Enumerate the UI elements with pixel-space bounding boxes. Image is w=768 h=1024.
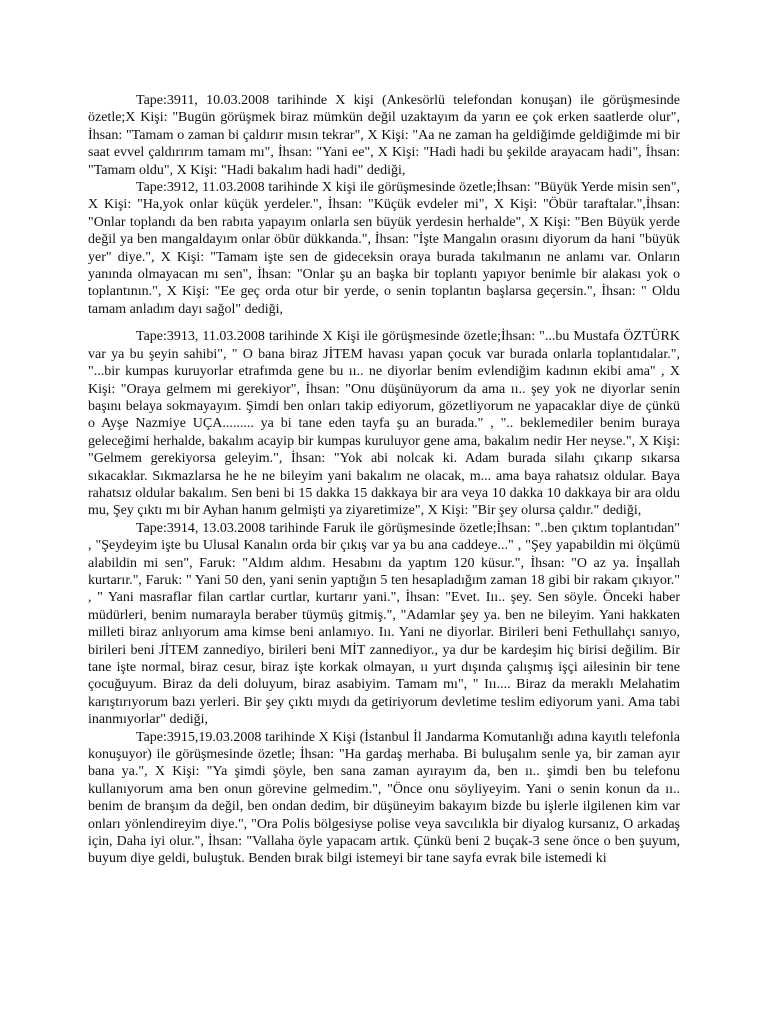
- paragraph-tape-3912: Tape:3912, 11.03.2008 tarihinde X kişi ile görüşmesinde özetle;İhsan: "Büyük Yerde misin sen", X Kişi: "Ha,yok onlar küçük yerdeler.", İhsan: "Küçük evdeler mi", X Kişi: "Öbür taraftalar.",İhsan: "Onlar toplandı da ben rabıta yapayım onlarla sen büyük yerdesin herhalde", X Kişi: "Ben Büyük yerde değil ya ben mangaldayım onlar öbür dükkanda.", İhsan: "İşte Mangalın orasını diyorum da hani "büyük yer" diye.", X Kişi: "Tamam işte sen de gideceksin oraya burada takılmanın ne anlamı var. Onların yanında olmayacan mı sen", İhsan: "Onlar şu an başka bir toplantı yapıyor benimle bir alakası yok o toplantının.", X Kişi: "Ee geç orda otur bir yerde, o senin toplantın başlarsa geçersin.", İhsan: " Oldu tamam anladım dayı sağol" dediği,: [88, 180, 680, 317]
- paragraph-tape-3915: Tape:3915,19.03.2008 tarihinde X Kişi (İstanbul İl Jandarma Komutanlığı adına kayıtlı telefonla konuşuyor) ile görüşmesinde özetle; İhsan: "Ha gardaş merhaba. Bi buluşalım senle ya, bir zaman ayır bana ya.", X Kişi: "Ya şimdi şöyle, ben sana zaman ayırayım da, ben ıı.. şimdi ben bu telefonu kullanıyorum ama ben onun görevine gelmedim.", "Önce onu söyliyeyim. Yani o senin konun da ıı.. benim de branşım da değil, ben ondan dedim, bir düşüneyim bakayım bizde bu işlerle ilgilenen kim var onları yönlendireyim diye.", "Ora Polis bölgesiyse polise veya savcılıkla bir diyalog kursanız, O arkadaş için, Daha iyi olur.", İhsan: "Vallaha öyle yapacam artık. Çünkü beni 2 buçak-3 sene önce o ben şuyum, buyum diye geldi, buluştuk. Benden bırak bilgi istemeyi bir tane sayfa evrak bile istemedi ki: [88, 729, 680, 867]
- paragraph-tape-3911: Tape:3911, 10.03.2008 tarihinde X kişi (Ankesörlü telefondan konuşan) ile görüşmesinde özetle;X Kişi: "Bugün görüşmek biraz mümkün değil uzaktayım da yarın ee çok erken saatlerde olur", İhsan: "Tamam o zaman bi çaldırır mısın tekrar", X Kişi: "Aa ne zaman ha geldiğimde geldiğimde mi bir saat evvel çaldırırım tamam mı", İhsan: "Yani ee", X Kişi: "Hadi hadi bu şekilde arayacam hadi", İhsan: "Tamam oldu", X Kişi: "Hadi bakalım hadi hadi" dediği,: [88, 93, 680, 178]
- paragraph-tape-3914: Tape:3914, 13.03.2008 tarihinde Faruk ile görüşmesinde özetle;İhsan: "..ben çıktım toplantıdan" , "Şeydeyim işte bu Ulusal Kanalın orda bir çıkış var ya bu ana caddeye..." , "Şey yapabildin mi ölçümü alabildin mi sen", Faruk: "Aldım aldım. Hesabını da yaptım 120 küsur.", İhsan: "O az ya. İnşallah kurtarır.", Faruk: " Yani 50 den, yani senin yaptığın 5 ten hesapladığım zaman 18 gibi bir rakam çıkıyor." , " Yani masraflar filan cartlar curtlar, kurtarır yani.", İhsan: "Evet. Iıı.. şey. Sen söyle. Önceki haber müdürleri, benim numarayla beraber tüymüş gitmiş.", "Adamlar şey ya. ben ne bileyim. Yani hakkaten milleti biraz anlıyorum ama kimse beni anlamıyo. Iıı. Yani ne diyorlar. Birileri beni Fethullahçı sanıyo, birileri beni JİTEM zannediyo, birileri beni MİT zannediyor., ya dur be kardeşim hiç birisi değilim. Bir tane işte normal, biraz cesur, biraz işte korkak olmayan, ıı yurt dışında çalışmış işçi ailesinin bir tene çocuğuyum. Biraz da deli doluyum, biraz asabiyim. Tamam mı", " Iıı.... Biraz da meraklı Melahatim karıştırıyorum bazı yerleri. Bir şey çıktı mıydı da getiriyorum devletime teslim ediyorum yani. Ama tabi inanmıyorlar" dediği,: [88, 520, 680, 728]
- paragraph-tape-3913: Tape:3913, 11.03.2008 tarihinde X Kişi ile görüşmesinde özetle;İhsan: "...bu Mustafa ÖZTÜRK var ya bu şeyin sahibi", " O bana biraz JİTEM havası yapan çocuk var burada onlarla toplantıdalar.", "...bir kumpas kuruyorlar etrafımda gene bu ıı.. ne diyorlar benim evlendiğim kadının ekibi ama" , X Kişi: "Oraya gelmem mi gerekiyor", İhsan: "Onu düşünüyorum da ama ıı.. şey yok ne diyorlar senin başını belaya sokmayayım. Şimdi ben onları takip ediyorum, gözetliyorum ne yapacaklar diye de çünkü o Ayşe Nazmiye UÇA......... ya bi tane eden tayfa şu an burada." , ".. beklemediler benim buraya geleceğimi herhalde, bakalım acayip bir kumpas kuruluyor gene ama, bakalım nedir Her neyse.", X Kişi: "Gelmem gerekiyorsa geleyim.", İhsan: "Yok abi nolcak ki. Adam burada silahı çıkarıp sıkarsa sıkacaklar. Sıkmazlarsa he he ne bileyim yani bakalım ne olacak, m... ama baya rahatsız oldular. Baya rahatsız oldular bakalım. Sen beni bi 15 dakka 15 dakkaya bir ara veya 10 dakka 10 dakkaya bir ara oldu mu, Şey çıktı mı bir Ayhan hanım gelmişti ya ziyaretimize", X Kişi: "Bir şey olursa çaldır." dediği,: [88, 329, 680, 519]
- document-page: [88, 92, 680, 868]
